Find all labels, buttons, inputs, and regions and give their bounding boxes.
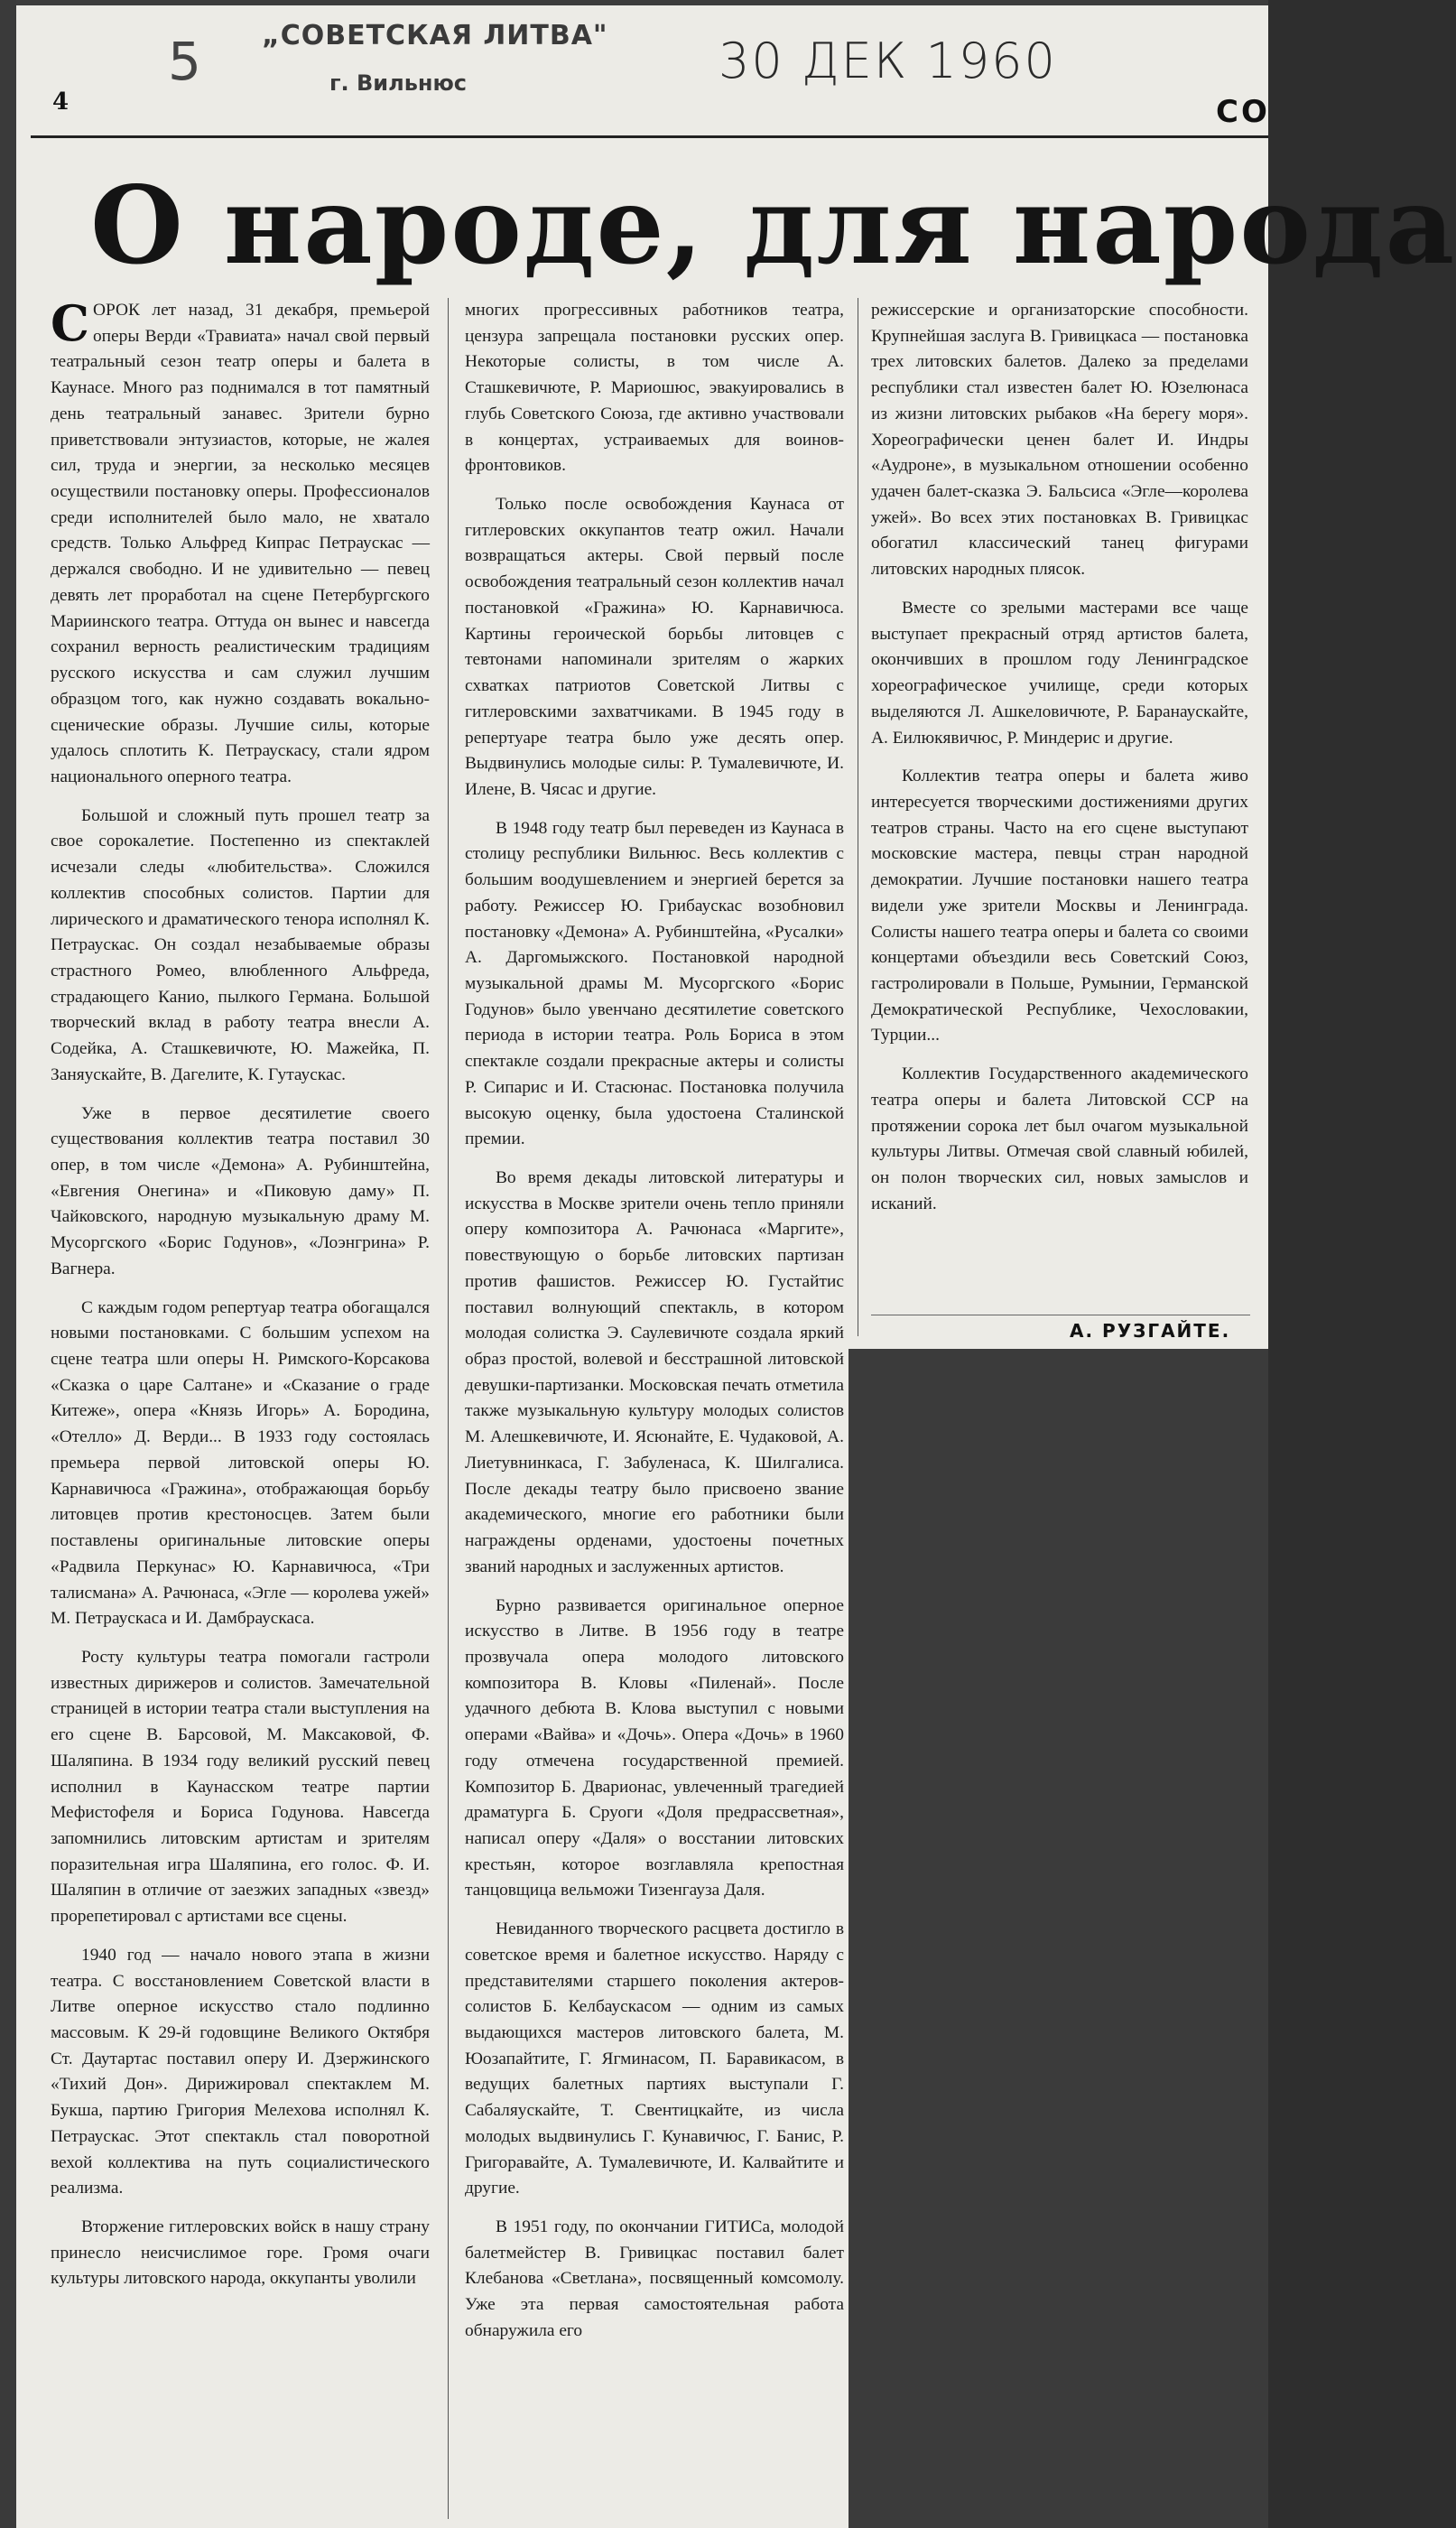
article-column-3 — [871, 298, 1248, 1217]
paragraph: Вместе со зрелыми мастерами все чаще выступает прекрасный отряд артистов балета, окончивших в прошлом году Ленинградское хореографическое училище, среди которых выделяются Л. Ашкеловичюте, Р. Баранаускайте, А. Еилюкявичюс, Р. Миндерис и другие. — [871, 598, 1248, 748]
paragraph: Во время декады литовской литературы и искусства в Москве зрители очень тепло приняли оперу композитора А. Рачюнаса «Маргите», повествующую о борьбе литовских партизан против фашистов. Режиссер Ю. Густайтис поставил волнующий спектакль, в котором молодая солистка Э. Саулевичюте создала яркий образ простой, волевой и бесстрашной литовской девушки-партизанки. Московская печать отметила также музыкальную культуру молодых солистов М. Алешкевичюте, И. Ясюнайте, Е. Чудаковой, А. Лиетувнинкаса, Г. Забуленаса, К. Шилгалиса. После декады театру было присвоено звание академического, многие его работники были награждены орденами, удостоены почетных званий народных и заслуженных артистов. — [465, 1168, 844, 1576]
paragraph: В 1951 году, по окончании ГИТИСа, молодой балетмейстер В. Гривицкас поставил балет Клебанова «Светлана», посвященный комсомолу. Уже эта первая самостоятельная работа обнаружила его — [465, 2217, 844, 2340]
paragraph: В 1948 году театр был переведен из Каунаса в столицу республики Вильнюс. Весь коллектив с большим воодушевлением и энергией берется за работу. Режиссер Ю. Грибаускас возобновил постановку «Демона» А. Рубинштейна, «Русалки» А. Даргомыжского. Постановкой народной музыкальной драмы М. Мусоргского «Борис Годунов» было увенчано десятилетие советского периода в истории театра. Роль Бориса в этом спектакле создали прекрасные актеры и солисты Р. Сипарис и И. Стасюнас. Постановка получила высокую оценку, была удостоена Сталинской премии. — [465, 818, 844, 1149]
paragraph: Вторжение гитлеровских войск в нашу страну принесло неисчислимое горе. Громя очаги культуры литовского народа, оккупанты уволили — [51, 2217, 430, 2289]
paragraph-text: ОРОК лет назад, 31 декабря, премьерой оперы Верди «Травиата» начал свой первый театральный сезон театр оперы и балета в Каунасе. Много раз поднимался в тот памятный день театральный занавес. Зрители бурно приветствовали энтузиастов, которые, не жалея сил, труда и энергии, за несколько месяцев осуществили постановку оперы. Профессионалов среди исполнителей было мало, не хватало средств. Только Альфред Кипрас Петраускас — держался свободно. И не удивительно — певец девять лет проработал на сцене Петербургского Мариинского театра. Оттуда он вынес и навсегда сохранил верность реалистическим традициям русского искусства и сам служил лучшим образцом того, как нужно создавать вокально-сценические образы. Лучшие силы, которые удалось сплотить К. Петраускасу, стали ядром национального оперного театра. — [51, 301, 430, 786]
paragraph: режиссерские и организаторские способности. Крупнейшая заслуга В. Гривицкаса — постановка трех литовских балетов. Далеко за пределами республики стал известен балет Ю. Юзелюнаса из жизни литовских рыбаков «На берегу моря». Хореографически ценен балет И. Индры «Аудроне», в музыкальном отношении особенно удачен балет-сказка Э. Бальсиса «Эгле—королева ужей». Во всех этих постановках В. Гривицкас обогатил классический танец фигурами литовских народных плясок. — [871, 301, 1248, 580]
paragraph: Уже в первое десятилетие своего существования коллектив театра поставил 30 опер, в том числе «Демона» А. Рубинштейна, «Евгения Онегина» и «Пиковую даму» П. Чайковского, народную музыкальную драму М. Мусоргского «Борис Годунов», «Лоэнгрина» Р. Вагнера. — [51, 1103, 430, 1278]
paragraph: Невиданного творческого расцвета достигло в советское время и балетное искусство. Наряду с представителями старшего поколения актеров-солистов Б. Келбаускасом — одним из самых выдающихся мастеров литовского балета, М. Юозапайтите, Г. Ягминасом, П. Баравикасом, в ведущих балетных партиях выступали Г. Сабаляускайте, Т. Свентицкайте, из числа молодых выдвинулись Г. Кунавичюс, Г. Банис, Р. Григоравайте, А. Тумалевичюте, И. Калвайтите и другие. — [465, 1919, 844, 2198]
stamp-publication: „СОВЕТСКАЯ ЛИТВА" — [262, 20, 608, 51]
article-column-2 — [465, 298, 844, 2345]
section-fragment: СО — [1216, 94, 1270, 130]
column-rule-1 — [448, 298, 449, 2519]
paragraph: 1940 год — начало нового этапа в жизни театра. С восстановлением Советской власти в Литве оперное искусство стало подлинно массовым. К 29-й годовщине Великого Октября Ст. Даутартас поставил оперу И. Дзержинского «Тихий Дон». Дирижировал спектаклем М. Букша, партию Григория Мелехова исполнял К. Петраускас. Этот спектакль стал поворотной вехой коллектива на путь социалистического реализма. — [51, 1945, 430, 2198]
paragraph — [51, 294, 430, 791]
stamp-city: г. Вильнюс — [329, 70, 468, 96]
paragraph: Бурно развивается оригинальное оперное искусство в Литве. В 1956 году в театре прозвучала опера молодого литовского композитора В. Кловы «Пиленай». После удачного дебюта В. Клова выступил с новыми операми «Вайва» и «Дочь». Опера «Дочь» в 1960 году отмечена государственной премией. Композитор Б. Дварионас, увлеченный трагедией драматурга Б. Сруоги «Доля предрассветная», написал оперу «Даля» о восстании литовских крестьян, которое возглавляла крепостная танцовщица вельможи Тизенгауза Даля. — [465, 1595, 844, 1901]
article-headline: О народе, для народа — [90, 163, 1456, 288]
paragraph: Росту культуры театра помогали гастроли известных дирижеров и солистов. Замечательной страницей в истории театра стали выступления на его сцене В. Барсовой, М. Максаковой, Ф. Шаляпина. В 1934 году великий русский певец исполнил в Каунасском театре партии Мефистофеля и Бориса Годунова. Навсегда запомнились литовским артистам и зрителям поразительная игра Шаляпина, его голос. Ф. И. Шаляпин в отличие от заезжих западных «звезд» прорепетировал с артистами все сцены. — [51, 1647, 430, 1927]
drop-cap: С — [51, 294, 89, 352]
paragraph: Коллектив Государственного академического театра оперы и балета Литовской ССР на протяжении сорока лет был очагом музыкальной культуры Литвы. Отмечая свой славный юбилей, он полон творческих сил, новых замыслов и исканий. — [871, 1064, 1248, 1213]
paragraph: Только после освобождения Каунаса от гитлеровских оккупантов театр ожил. Начали возвращаться актеры. Свой первый после освобождения театральный сезон коллектив начал постановкой «Гражина» Ю. Карнавичюса. Картины героической борьбы литовцев с тевтонами напоминали зрителям о жарких схватках патриотов Советской Литвы с гитлеровскими захватчиками. В 1945 году в репертуаре театра было уже десять опер. Выдвинулись молодые силы: Р. Тумалевичюте, И. Илене, В. Чясас и другие. — [465, 495, 844, 799]
background-dark-area — [849, 1349, 1268, 2528]
paragraph: С каждым годом репертуар театра обогащался новыми постановками. С большим успехом на сцене театра шли оперы Н. Римского-Корсакова «Сказка о царе Салтане» и «Сказание о граде Китеже», опера «Князь Игорь» А. Бородина, «Отелло» Д. Верди... В 1933 году состоялась премьера первой литовской оперы Ю. Карнавичюса «Гражина», отображающая борьбу литовцев против крестоносцев. Затем были поставлены оригинальные литовские оперы «Радвила Перкунас» Ю. Карнавичюса, «Три талисмана» А. Рачюнаса, «Эгле — королева ужей» М. Петраускаса и И. Дамбраускаса. — [51, 1297, 430, 1629]
article-author: А. РУЗГАЙТЕ. — [1070, 1320, 1231, 1342]
stamp-date: 30 ДЕК 1960 — [719, 33, 1057, 89]
article-column-1 — [51, 294, 430, 2292]
paragraph: Коллектив театра оперы и балета живо интересуется творческими достижениями других театров страны. Часто на его сцене выступают московские мастера, певцы стран народной демократии. Лучшие постановки нашего театра видели уже зрители Москвы и Ленинграда. Солисты нашего театра оперы и балета со своими концертами объездили весь Советский Союз, гастролировали в Польше, Румынии, Германской Демократической Республике, Чехословакии, Турции... — [871, 767, 1248, 1046]
paragraph: Большой и сложный путь прошел театр за свое сорокалетие. Постепенно из спектаклей исчезали следы «любительства». Сложился коллектив способных солистов. Партии для лирического и драматического тенора исполнял К. Петраускас. Он создал незабываемые образы страстного Ромео, влюбленного Альфреда, страдающего Канио, пылкого Германа. Большой творческий вклад в работу театра внесли А. Содейка, А. Сташкевичюте, Ю. Мажейка, П. Заняускайте, В. Дагелите, К. Гутаускас. — [51, 805, 430, 1084]
paragraph: многих прогрессивных работников театра, цензура запрещала постановки русских опер. Некоторые солисты, в том числе А. Сташкевичюте, Р. Мариошюс, эвакуировались в глубь Советского Союза, где активно участвовали в концертах, устраиваемых для воинов-фронтовиков. — [465, 301, 844, 476]
handwritten-mark: 5 — [168, 31, 201, 92]
header-rule — [31, 135, 1268, 138]
page-number: 4 — [52, 88, 70, 116]
film-border-left — [0, 0, 16, 2528]
